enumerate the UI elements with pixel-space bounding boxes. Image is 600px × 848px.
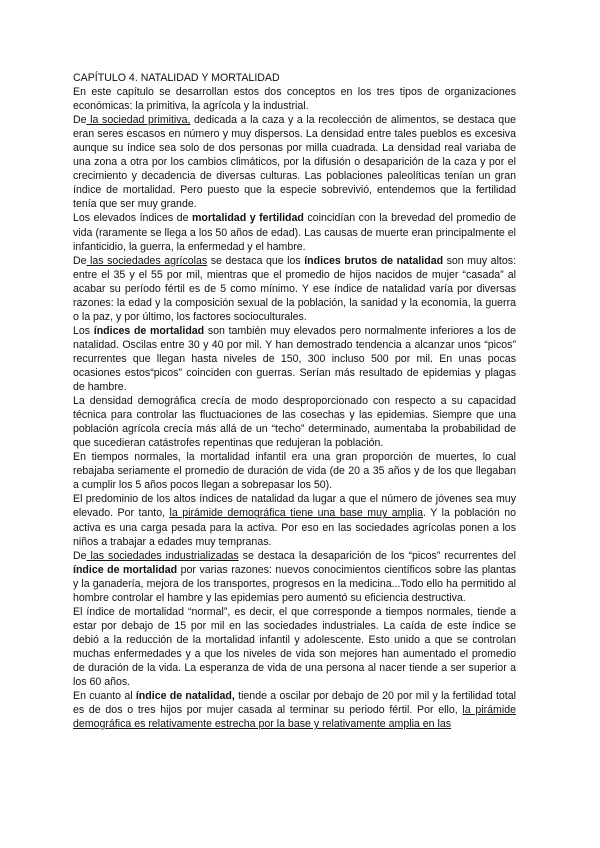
infant-mortality-paragraph: En tiempos normales, la mortalidad infantil era una gran proporción de muertes, lo cual rebajaba seriamente el promedio de duración de vida (de 20 a 35 años y de los que llegaban a cumplir los 5 años pocos llegan a sobrepasar los 50). bbox=[73, 451, 516, 492]
text: coincidían con la brevedad del promedio de vida (raramente se llega a los 50 años de edad). Las causas de muerte eran principalmente el infanticidio, la guerra, la enfermedad y el hambre. bbox=[73, 212, 516, 253]
normal-mortality-paragraph: El índice de mortalidad “normal”, es decir, el que corresponde a tiempos normales, tiende a estar por debajo de 15 por mil en las sociedades industriales. La caída de este índice se debió a la reducción de la mortalidad infantil y adolescente. Esto unido a que se controlan muchas enfermedades y a que los niveles de vida son mejores han aumentado el promedio de duración de la vida. La esperanza de vida de una persona al nacer tiende a ser superior a los 60 años. bbox=[73, 605, 516, 689]
text: En cuanto al bbox=[73, 690, 136, 703]
bold-term: índices brutos de natalidad bbox=[304, 254, 444, 267]
text: se destaca la desaparición de los “picos” recurrentes del bbox=[238, 549, 516, 562]
text: De bbox=[73, 114, 87, 127]
industrial-society-paragraph bbox=[73, 549, 516, 605]
mortality-fertility-paragraph bbox=[73, 211, 516, 253]
underlined-term: la pirámide demográfica es relativamente estrecha por la base y relativamente amplia en las bbox=[73, 704, 516, 731]
text: Los bbox=[73, 324, 94, 337]
intro-paragraph: En este capítulo se desarrollan estos dos conceptos en los tres tipos de organizaciones económicas: la primitiva, la agrícola y la industrial. bbox=[73, 86, 516, 113]
underlined-term: las sociedades agrícolas bbox=[86, 254, 208, 267]
text: dedicada a la caza y a la recolección de alimentos, se destaca que eran seres escasos en número y muy dispersos. La densidad entre tales pueblos es excesiva aunque su índice sea solo de dos personas por milla cuadrada. La densidad real variaba de una zona a otra por los cambios climáticos, por la difusión o desaparición de la caza y por el crecimiento y decadencia de diversas culturas. Las poblaciones paleolíticas tenían un gran índice de mortalidad. Pero puesto que la especie sobrevivió, entendemos que la fertilidad tenía que ser muy grande. bbox=[73, 114, 516, 211]
text: . Y la población no activa es una carga pesada para la activa. Por eso en las sociedades agrícolas ponen a los niños a trabajar a edades muy tempranas. bbox=[73, 507, 516, 548]
text: De bbox=[73, 254, 87, 267]
text: Los elevados índices de bbox=[73, 212, 193, 225]
text: se destaca que los bbox=[207, 254, 305, 267]
mortality-index-paragraph bbox=[73, 324, 516, 394]
underlined-term: la sociedad primitiva, bbox=[86, 114, 191, 127]
underlined-term: las sociedades industrializadas bbox=[86, 549, 239, 562]
bold-term: índice de natalidad, bbox=[135, 690, 235, 703]
primitive-society-paragraph bbox=[73, 113, 516, 211]
text: son muy altos: entre el 35 y el 55 por mil, mientras que el promedio de hijos nacidos de mujer “casada” al acabar su período fértil es de 5 como mínimo. Y ese índice de natalidad varía por diversas razones: la edad y la composición sexual de la población, la sanidad y la economía, la guerra o la paz, y por último, los factores socioculturales. bbox=[73, 254, 517, 323]
natality-index-paragraph bbox=[73, 689, 516, 731]
bold-term: mortalidad y fertilidad bbox=[192, 212, 304, 225]
underlined-term: la pirámide demográfica tiene una base muy amplia bbox=[169, 507, 423, 520]
bold-term: índice de mortalidad bbox=[73, 563, 178, 576]
density-paragraph: La densidad demográfica crecía de modo desproporcionado con respecto a su capacidad técnica para controlar las fluctuaciones de las cosechas y las epidemias. Siempre que una población agrícola crecía más allá de un “techo” determinado, aumentaba la probabilidad de que sucedieran catástrofes repentinas que redujeran la población. bbox=[73, 395, 516, 450]
text: El predominio de los altos índices de natalidad da lugar a que el número de jóvenes sea muy elevado. Por tanto, bbox=[73, 493, 516, 520]
text: son también muy elevados pero normalmente inferiores a los de natalidad. Oscilas entre 30 y 40 por mil. Y han demostrado tendencia a alcanzar unos “picos” recurrentes que llegan hasta niveles de 150, 300 incluso 500 por mil. En unas pocas ocasiones estos“picos” coinciden con guerras. Serían más resultado de epidemias y plagas de hambre. bbox=[73, 324, 516, 394]
bold-term: índices de mortalidad bbox=[93, 324, 205, 337]
text: De bbox=[73, 549, 87, 562]
text: por varias razones: nuevos conocimientos científicos sobre las plantas y la ganadería, mejora de los transportes, progresos en la medicina...Todo ello ha permitido al hombre controlar el hambre y las epidemias pero aumentó su eficiencia destructiva. bbox=[73, 563, 517, 604]
agricultural-society-paragraph bbox=[73, 254, 516, 324]
pyramid-paragraph bbox=[73, 492, 516, 548]
text: tiende a oscilar por debajo de 20 por mil y la fertilidad total es de dos o tres hijos por mujer casada al terminar su periodo fértil. Por ello, bbox=[73, 690, 516, 717]
chapter-title: CAPÍTULO 4. NATALIDAD Y MORTALIDAD bbox=[73, 72, 280, 84]
